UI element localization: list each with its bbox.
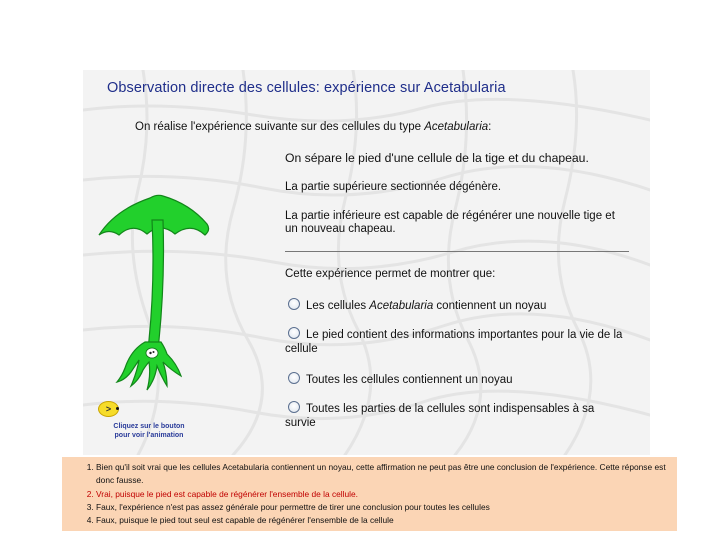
answer-explanations: [62, 457, 677, 531]
radio-option-1[interactable]: [288, 298, 300, 310]
nucleus: [146, 348, 158, 358]
animation-panel: [83, 70, 650, 455]
radio-option-3[interactable]: [288, 372, 300, 384]
radio-option-2[interactable]: [288, 327, 300, 339]
question-text: Cette expérience permet de montrer que:: [285, 268, 496, 280]
page-title: Observation directe des cellules: expérience sur Acetabularia: [107, 80, 506, 96]
divider: [285, 251, 629, 252]
indicator-dot: [116, 407, 119, 410]
option-4[interactable]: Toutes les parties de la cellules sont indispensables à sa survie: [285, 403, 595, 429]
option-3[interactable]: Toutes les cellules contiennent un noyau: [285, 372, 625, 387]
option-2[interactable]: Le pied contient des informations importantes pour la vie de la cellule: [285, 329, 623, 355]
answer-1: 1. Bien qu'il soit vrai que les cellules Acetabularia contiennent un noyau, cette affirmation ne peut pas être une conclusion de l'expérience. Cette réponse est donc fausse.: [96, 461, 671, 488]
answer-2-correct: 2. Vrai, puisque le pied est capable de régénérer l'ensemble de la cellule.: [96, 488, 671, 501]
step-2-text: La partie supérieure sectionnée dégénère.: [285, 181, 502, 193]
answer-3: 3. Faux, l'expérience n'est pas assez générale pour permettre de tirer une conclusion pour toutes les cellules: [96, 501, 671, 514]
answer-4: 4. Faux, puisque le pied tout seul est capable de régénérer l'ensemble de la cellule: [96, 514, 671, 527]
animation-hint: Cliquez sur le bouton pour voir l'animation: [113, 423, 185, 439]
acetabularia-illustration: [95, 190, 225, 405]
option-1[interactable]: Les cellules Acetabularia contiennent un noyau: [285, 298, 625, 313]
radio-option-4[interactable]: [288, 401, 300, 413]
play-icon: >: [105, 404, 112, 414]
step-3-text: La partie inférieure est capable de régénérer une nouvelle tige et un nouveau chapeau.: [285, 210, 615, 235]
intro-text: On réalise l'expérience suivante sur des cellules du type Acetabularia:: [135, 121, 492, 133]
step-1-text: On sépare le pied d'une cellule de la tige et du chapeau.: [285, 151, 589, 165]
